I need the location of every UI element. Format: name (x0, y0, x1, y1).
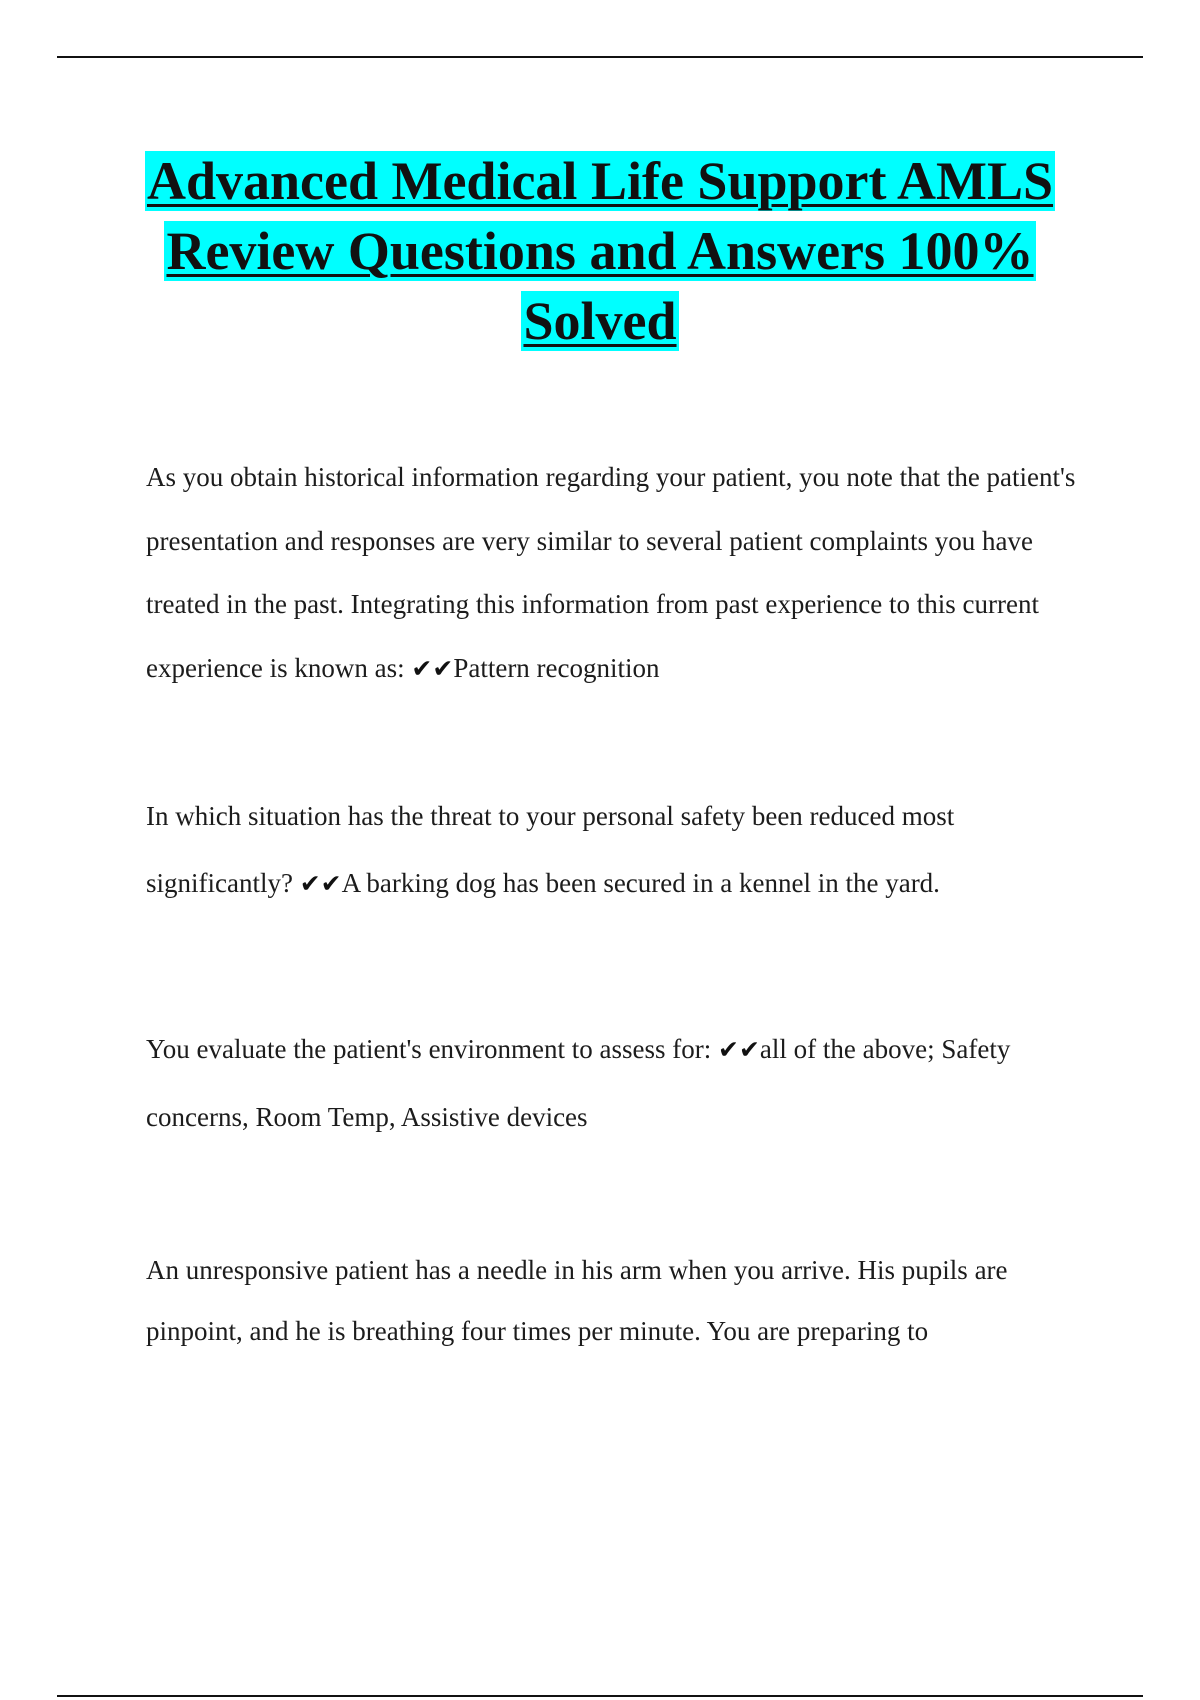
answer-text: all of the above; Safety concerns, Room Temp, Assistive devices (146, 1034, 1011, 1132)
question-text: In which situation has the threat to your personal safety been reduced most significantly? (146, 801, 955, 898)
qa-item (146, 1240, 1081, 1361)
answer-text: A barking dog has been secured in a kennel in the yard. (341, 867, 940, 898)
qa-item (146, 1016, 1081, 1150)
header-rule (57, 56, 1143, 58)
qa-item (146, 783, 1081, 917)
question-text: An unresponsive patient has a needle in his arm when you arrive. His pupils are pinpoint, and he is breathing four times per minute. You are preparing to (146, 1255, 1008, 1346)
answer-text: Pattern recognition (453, 652, 660, 683)
question-text: You evaluate the patient's environment to assess for: (146, 1034, 719, 1064)
document-title (60, 146, 1140, 356)
footer-rule (57, 1695, 1143, 1697)
question-text: As you obtain historical information regarding your patient, you note that the patient's presentation and responses are very similar to several patient complaints you have treated in the past. Integrating this information from past experience to this current experience is known as: (146, 462, 1076, 683)
qa-item (146, 446, 1081, 700)
title-line-2: Review Questions and Answers 100% (166, 221, 1034, 281)
double-check-icon: ✔✔ (299, 868, 342, 898)
title-line-1: Advanced Medical Life Support AMLS (146, 151, 1054, 211)
title-line-3: Solved (523, 291, 677, 351)
double-check-icon: ✔✔ (411, 653, 454, 683)
double-check-icon: ✔✔ (718, 1035, 760, 1064)
